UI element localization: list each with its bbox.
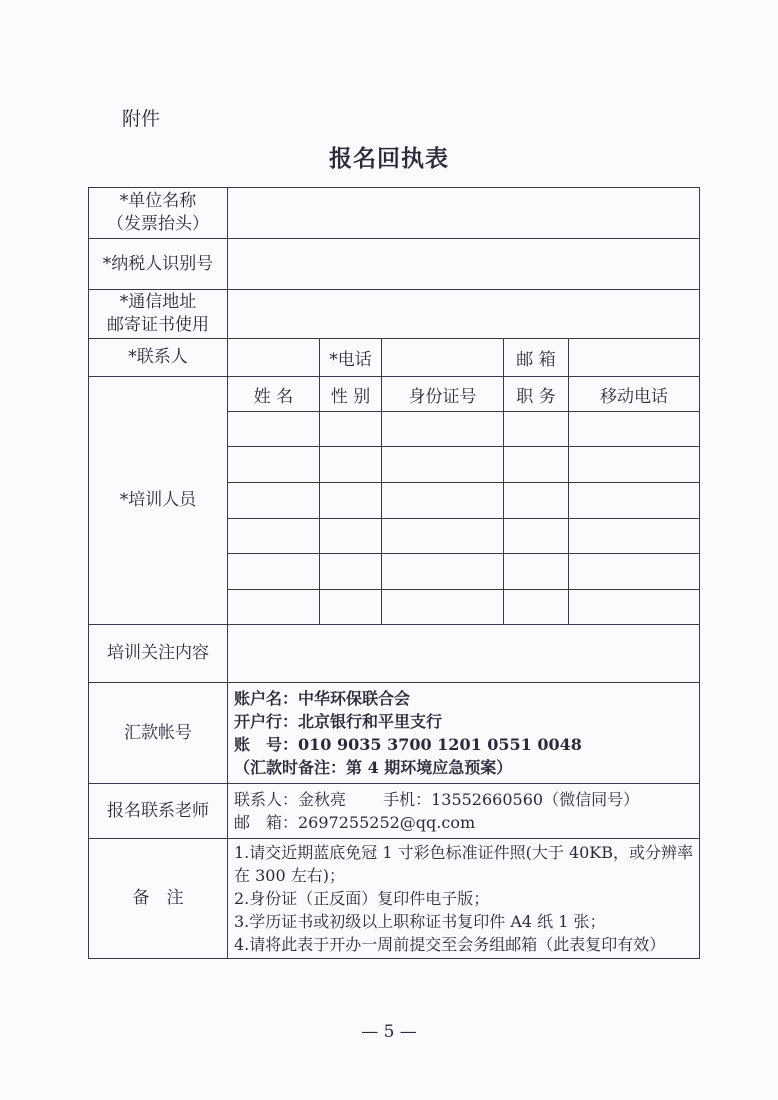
row-unit-name	[89, 188, 700, 239]
trainee-position-cell[interactable]	[504, 483, 569, 519]
trainee-gender-cell[interactable]	[320, 590, 382, 625]
row-address	[89, 290, 700, 339]
email-label: 邮 箱	[504, 339, 569, 377]
trainee-gender-cell[interactable]	[320, 447, 382, 483]
trainee-gender-cell[interactable]	[320, 554, 382, 590]
page-number: — 5 —	[361, 1022, 417, 1042]
row-notes	[89, 839, 700, 959]
trainee-name-cell[interactable]	[228, 519, 320, 554]
phone-field[interactable]	[382, 339, 504, 377]
teacher-contact-line: 联系人：金秋亮 手机：13552660560（微信同号）	[234, 790, 640, 809]
registration-form-table	[88, 187, 700, 959]
notes-list	[228, 839, 700, 959]
tax-id-field[interactable]	[228, 239, 700, 290]
remittance-info	[228, 683, 700, 784]
trainee-mobile-cell[interactable]	[569, 519, 700, 554]
trainee-mobile-cell[interactable]	[569, 590, 700, 625]
remittance-label: 汇款帐号	[89, 683, 228, 784]
trainee-id-cell[interactable]	[382, 590, 504, 625]
trainee-position-cell[interactable]	[504, 519, 569, 554]
header-gender: 性 别	[320, 377, 382, 412]
trainee-gender-cell[interactable]	[320, 519, 382, 554]
trainee-mobile-cell[interactable]	[569, 554, 700, 590]
header-position: 职 务	[504, 377, 569, 412]
row-tax-id	[89, 239, 700, 290]
teacher-email-line: 邮 箱：2697255252@qq.com	[234, 813, 476, 832]
focus-field[interactable]	[228, 625, 700, 683]
note-item: 4.请将此表于开办一周前提交至会务组邮箱（此表复印有效）	[234, 935, 666, 954]
remittance-remark: （汇款时备注：第 4 期环境应急预案）	[234, 758, 513, 777]
note-item: 2.身份证（正反面）复印件电子版；	[234, 889, 490, 908]
trainee-mobile-cell[interactable]	[569, 412, 700, 447]
note-item: 3.学历证书或初级以上职称证书复印件 A4 纸 1 张；	[234, 912, 606, 931]
contact-field[interactable]	[228, 339, 320, 377]
contact-label: *联系人	[89, 339, 228, 377]
address-label: *通信地址 邮寄证书使用	[89, 290, 228, 339]
trainee-name-cell[interactable]	[228, 554, 320, 590]
trainee-position-cell[interactable]	[504, 412, 569, 447]
note-item: 1.请交近期蓝底免冠 1 寸彩色标准证件照(大于 40KB，或分辨率在 300 左右)；	[234, 843, 694, 885]
trainee-name-cell[interactable]	[228, 483, 320, 519]
address-field[interactable]	[228, 290, 700, 339]
unit-name-field[interactable]	[228, 188, 700, 239]
trainee-id-cell[interactable]	[382, 447, 504, 483]
trainee-header-row	[89, 377, 700, 412]
trainee-id-cell[interactable]	[382, 483, 504, 519]
trainee-name-cell[interactable]	[228, 590, 320, 625]
focus-label: 培训关注内容	[89, 625, 228, 683]
row-teacher	[89, 784, 700, 839]
trainee-id-cell[interactable]	[382, 412, 504, 447]
form-title: 报名回执表	[329, 145, 449, 172]
row-focus	[89, 625, 700, 683]
attachment-label: 附件	[122, 108, 161, 130]
teacher-label: 报名联系老师	[89, 784, 228, 839]
row-contact	[89, 339, 700, 377]
trainee-id-cell[interactable]	[382, 519, 504, 554]
header-name: 姓 名	[228, 377, 320, 412]
trainee-name-cell[interactable]	[228, 412, 320, 447]
trainee-position-cell[interactable]	[504, 554, 569, 590]
trainee-mobile-cell[interactable]	[569, 483, 700, 519]
tax-id-label: *纳税人识别号	[89, 239, 228, 290]
bank-name: 开户行：北京银行和平里支行	[234, 712, 443, 731]
row-remittance	[89, 683, 700, 784]
trainee-id-cell[interactable]	[382, 554, 504, 590]
account-name: 账户名：中华环保联合会	[234, 689, 411, 708]
account-number: 账 号：010 9035 3700 1201 0551 0048	[234, 735, 582, 754]
trainee-name-cell[interactable]	[228, 447, 320, 483]
notes-label: 备 注	[89, 839, 228, 959]
header-mobile: 移动电话	[569, 377, 700, 412]
email-field[interactable]	[569, 339, 700, 377]
header-id-number: 身份证号	[382, 377, 504, 412]
trainee-gender-cell[interactable]	[320, 483, 382, 519]
trainee-position-cell[interactable]	[504, 590, 569, 625]
phone-label: *电话	[320, 339, 382, 377]
trainees-label: *培训人员	[89, 377, 228, 625]
trainee-gender-cell[interactable]	[320, 412, 382, 447]
trainee-position-cell[interactable]	[504, 447, 569, 483]
trainee-mobile-cell[interactable]	[569, 447, 700, 483]
teacher-info	[228, 784, 700, 839]
unit-name-label: *单位名称 （发票抬头）	[89, 188, 228, 239]
